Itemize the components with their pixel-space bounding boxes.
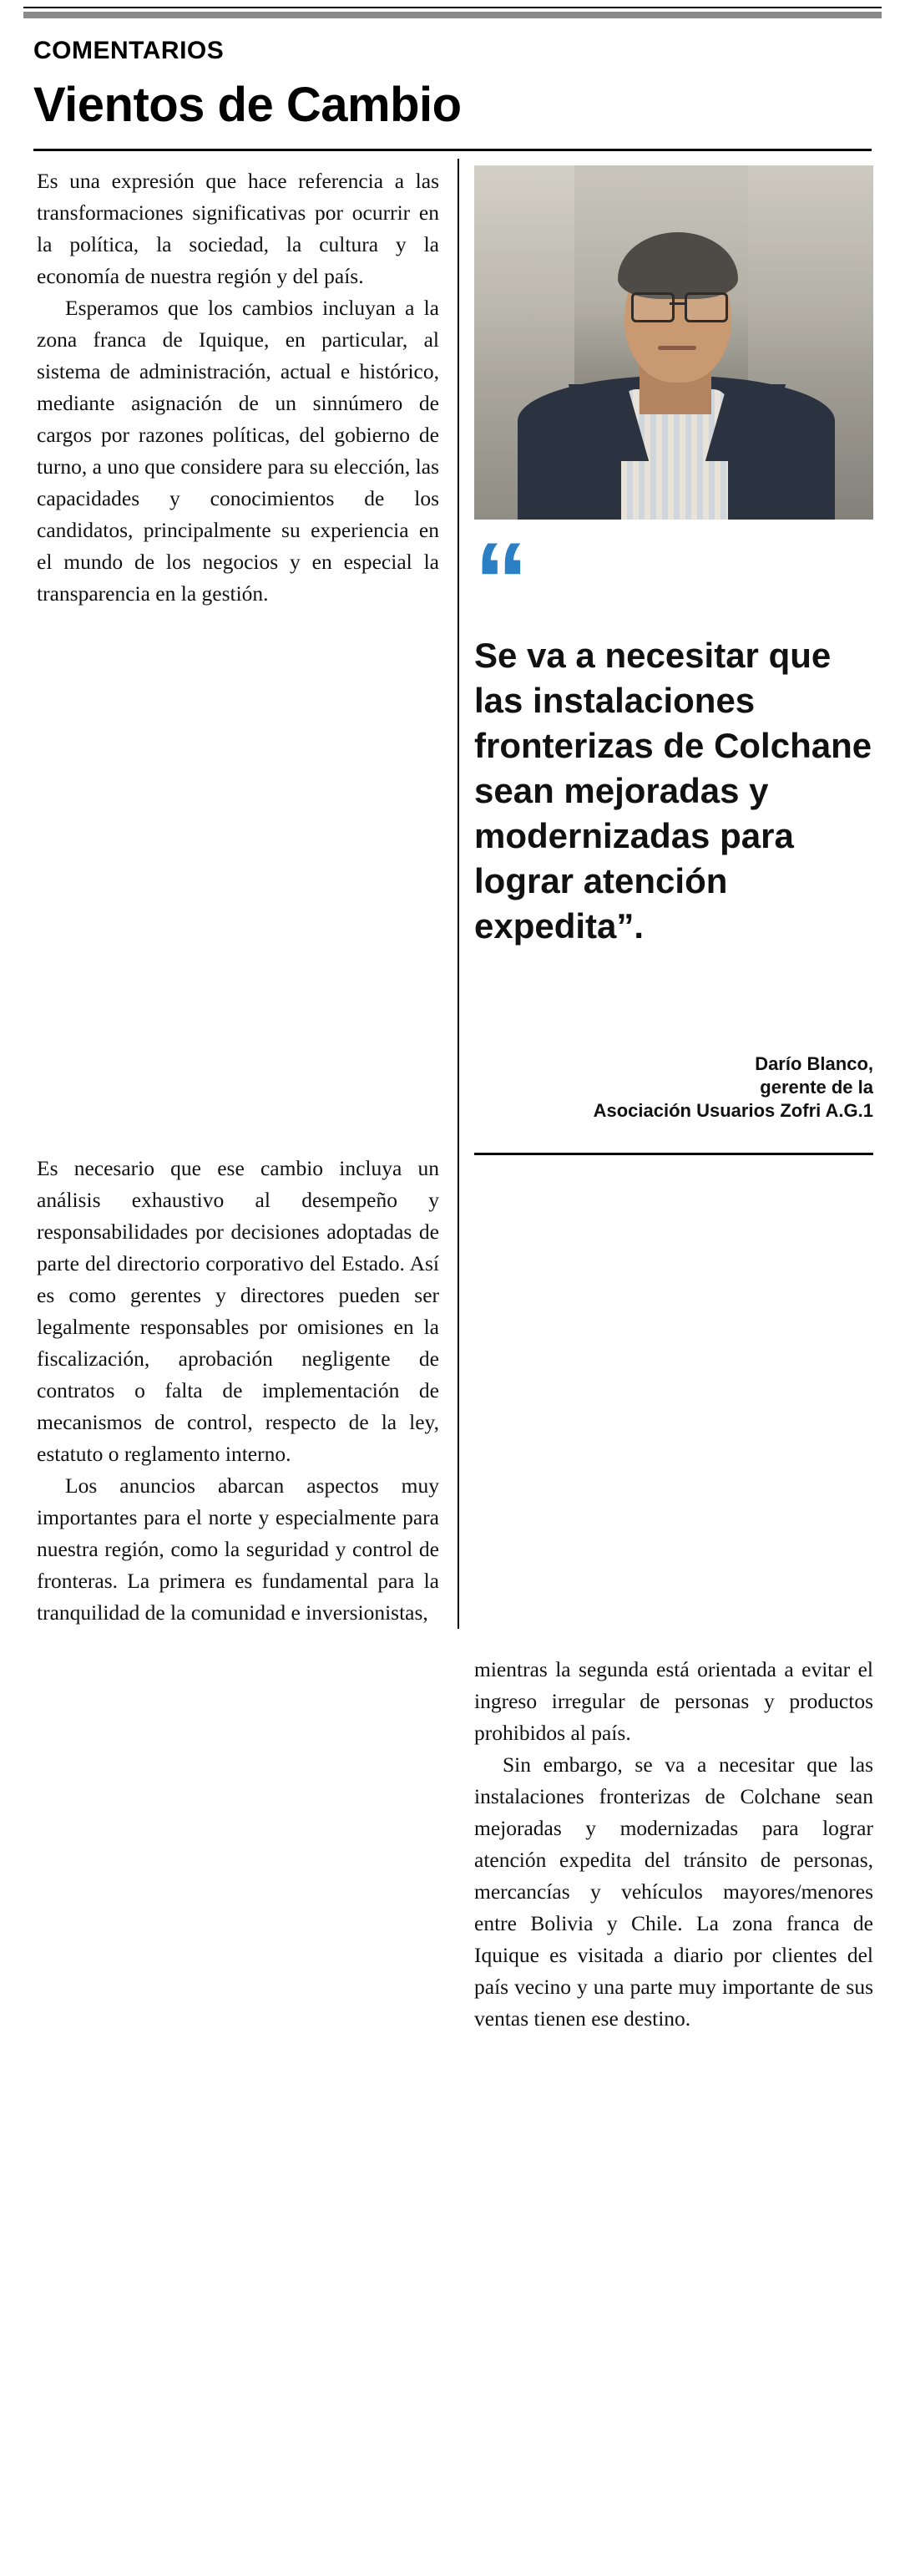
body-column-left-top — [37, 165, 439, 610]
paragraph: Sin embargo, se va a necesitar que las instalaciones fronterizas de Colchane sean mejoradas y modernizadas para lograr atención expedita del tránsito de personas, mercancías y vehículos mayores/menores entre Bolivia y Chile. La zona franca de Iquique es visitada a diario por clientes del país vecino y una parte muy importante de sus ventas tienen ese destino. — [474, 1752, 873, 2031]
pullquote-text: Se va a necesitar que las instalaciones fronterizas de Colchane sean mejoradas y modernizadas para lograr atención expedita”. — [474, 636, 872, 946]
top-rule-thick — [23, 12, 882, 18]
photo-subject-mouth — [658, 346, 696, 350]
attribution-name: Darío Blanco, — [755, 1053, 873, 1074]
section-kicker: COMENTARIOS — [33, 37, 225, 64]
page-title: Vientos de Cambio — [33, 78, 462, 132]
body-column-right-bottom — [474, 1654, 873, 2035]
quote-mark-icon: “ — [474, 520, 523, 641]
paragraph: Esperamos que los cambios incluyan a la zona franca de Iquique, en particular, al sistema de administración, actual e histórico, mediante asignación de un sinnúmero de cargos por razones políticas, del gobierno de turno, a uno que considere para su elección, las capacidades y conocimientos de los candidatos, principalmente su experiencia en el mundo de los negocios y en especial la transparencia en la gestión. — [37, 296, 439, 606]
pullquote-attribution — [474, 1052, 873, 1123]
column-divider — [458, 159, 459, 1629]
top-rule-thin — [23, 7, 882, 8]
photo-subject-glasses-left — [631, 292, 675, 322]
attribution-role: gerente de la — [760, 1077, 873, 1098]
paragraph: Es necesario que ese cambio incluya un análisis exhaustivo al desempeño y responsabilidades por decisiones adoptadas de parte del directorio corporativo del Estado. Así es como gerentes y directores pueden ser legalmente responsables por omisiones en la fiscalización, aprobación negligente de contratos o falta de implementación de mecanismos de control, respecto de la ley, estatuto o reglamento interno. — [37, 1156, 439, 1466]
paragraph: Los anuncios abarcan aspectos muy importantes para el norte y especialmente para nuestra región, como la seguridad y control de fronteras. La primera es fundamental para la tranquilidad de la comunidad e inversionistas, — [37, 1473, 439, 1625]
body-column-left-bottom — [37, 1153, 439, 1629]
headline-divider — [33, 149, 872, 151]
paragraph: Es una expresión que hace referencia a las transformaciones significativas por ocurrir en la política, la sociedad, la cultura y la economía de nuestra región y del país. — [37, 169, 439, 288]
photo-subject-glasses-bridge — [670, 302, 685, 305]
paragraph: mientras la segunda está orientada a evitar el ingreso irregular de personas y productos prohibidos al país. — [474, 1657, 873, 1745]
attribution-organization: Asociación Usuarios Zofri A.G.1 — [593, 1100, 873, 1121]
quote-divider — [474, 1153, 873, 1155]
photo-subject-glasses-right — [685, 292, 728, 322]
article-photo — [474, 165, 873, 520]
